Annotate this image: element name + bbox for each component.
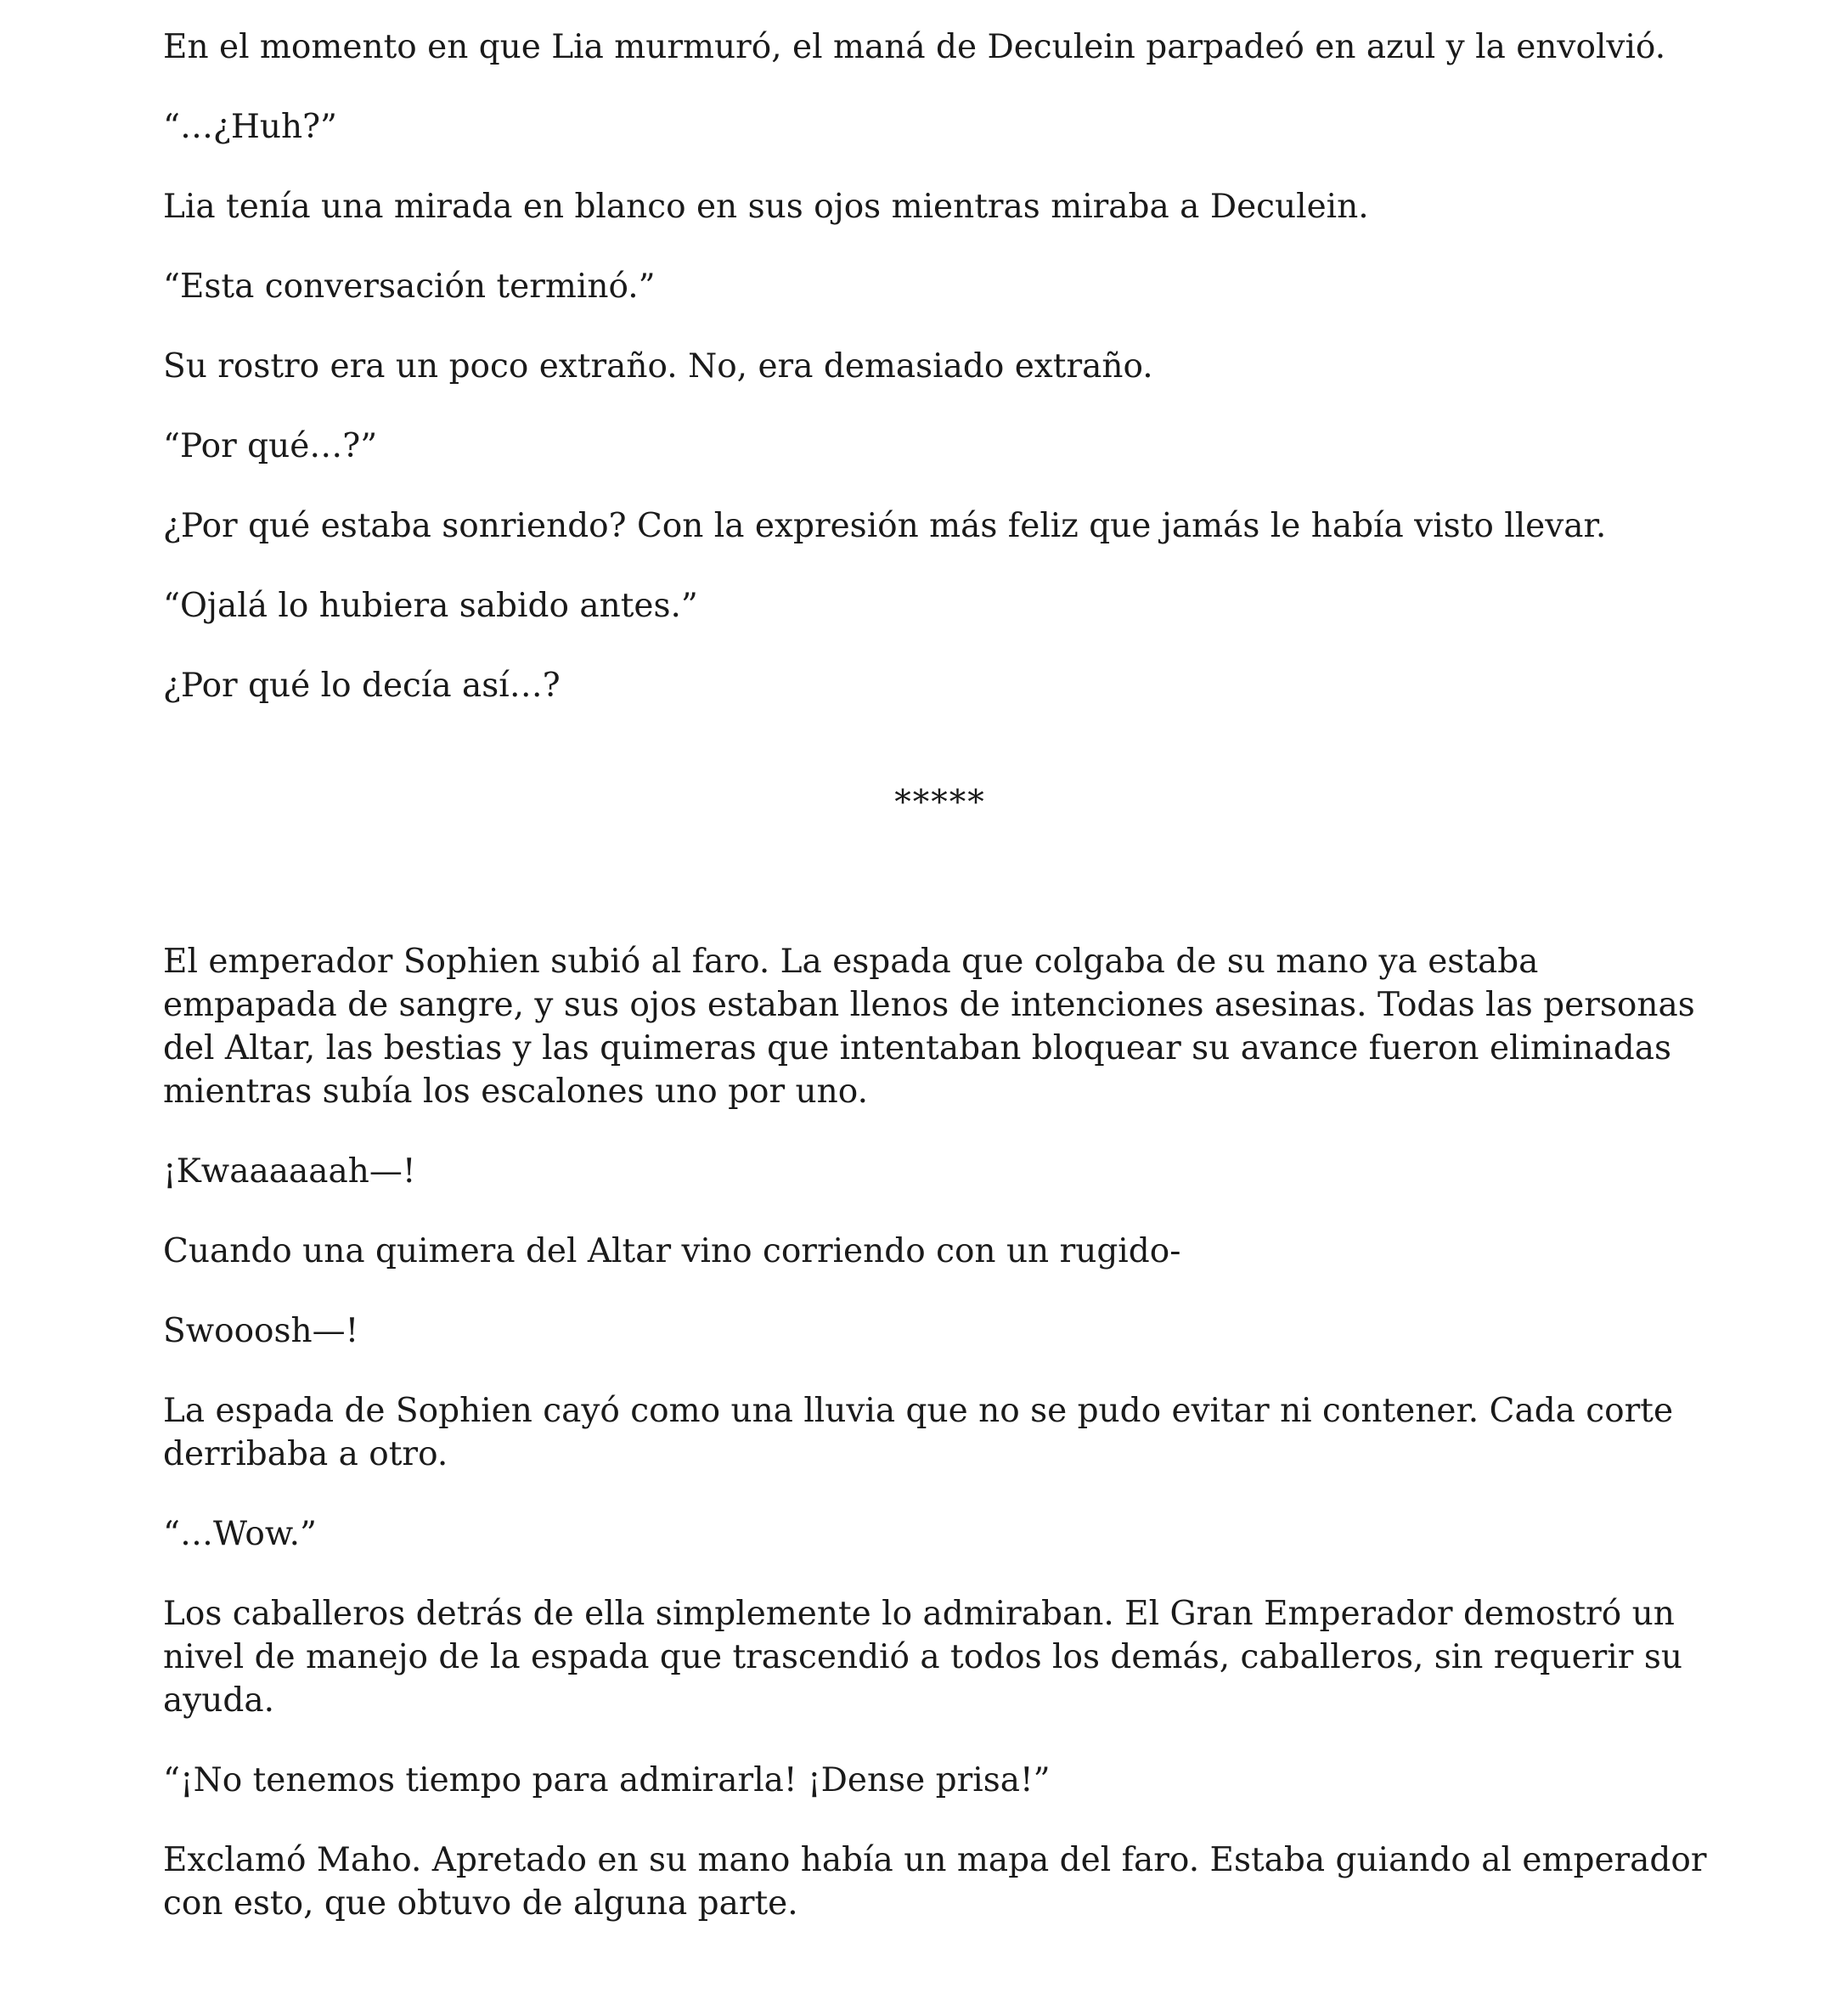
paragraph: “…Wow.” xyxy=(163,1515,317,1553)
paragraph: Lia tenía una mirada en blanco en sus ojos mientras miraba a Deculein. xyxy=(163,188,1369,226)
paragraph: “…¿Huh?” xyxy=(163,108,337,146)
paragraph: En el momento en que Lia murmuró, el maná de Deculein parpadeó en azul y la envolvió. xyxy=(163,28,1666,66)
paragraph: ¡Kwaaaaaah—! xyxy=(163,1152,416,1191)
paragraph: “Esta conversación terminó.” xyxy=(163,267,656,306)
document-page xyxy=(163,25,1717,1962)
paragraph: ¿Por qué estaba sonriendo? Con la expresión más feliz que jamás le había visto llevar. xyxy=(163,507,1607,545)
section-separator: ***** xyxy=(894,784,986,822)
paragraph: Su rostro era un poco extraño. No, era demasiado extraño. xyxy=(163,347,1153,386)
paragraph: Swooosh—! xyxy=(163,1312,359,1350)
paragraph: Exclamó Maho. Apretado en su mano había un mapa del faro. Estaba guiando al emperador con esto, que obtuvo de alguna parte. xyxy=(163,1841,1707,1923)
paragraph: “Por qué…?” xyxy=(163,427,378,465)
paragraph: Los caballeros detrás de ella simplemente lo admiraban. El Gran Emperador demostró un nivel de manejo de la espada que trascendió a todos los demás, caballeros, sin requerir su ayuda. xyxy=(163,1595,1682,1720)
paragraph: ¿Por qué lo decía así…? xyxy=(163,667,561,705)
paragraph: El emperador Sophien subió al faro. La espada que colgaba de su mano ya estaba empapada de sangre, y sus ojos estaban llenos de intenciones asesinas. Todas las personas del Altar, las bestias y las quimeras que intentaban bloquear su avance fueron eliminadas mientras subía los escalones uno por uno. xyxy=(163,943,1695,1111)
paragraph: Cuando una quimera del Altar vino corriendo con un rugido- xyxy=(163,1232,1181,1270)
paragraph: “Ojalá lo hubiera sabido antes.” xyxy=(163,587,698,625)
paragraph: La espada de Sophien cayó como una lluvia que no se pudo evitar ni contener. Cada corte derribaba a otro. xyxy=(163,1392,1674,1473)
paragraph: “¡No tenemos tiempo para admirarla! ¡Dense prisa!” xyxy=(163,1761,1051,1799)
